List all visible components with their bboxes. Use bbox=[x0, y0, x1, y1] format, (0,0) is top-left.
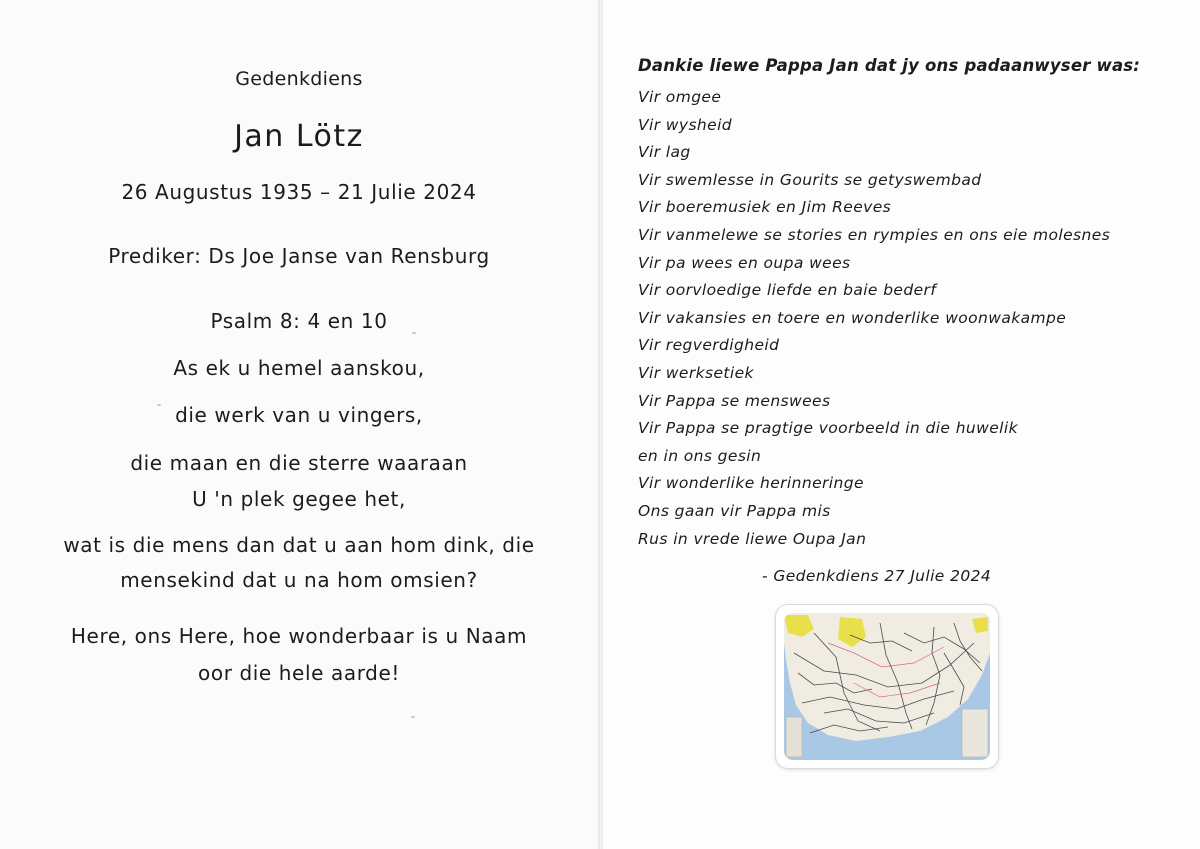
verse-line: die werk van u vingers, bbox=[175, 403, 423, 427]
psalm-reference: Psalm 8: 4 en 10 bbox=[210, 309, 388, 333]
map-inset bbox=[786, 717, 802, 757]
verse-line: As ek u hemel aanskou, bbox=[173, 356, 425, 380]
tribute-line: Vir wonderlike herinneringe bbox=[638, 474, 864, 493]
tribute-line: Vir pa wees en oupa wees bbox=[638, 253, 851, 272]
verse-line: U 'n plek gegee het, bbox=[192, 487, 406, 511]
tribute-line: Vir vanmelewe se stories en rympies en ons eie molesnes bbox=[638, 225, 1111, 244]
tribute-line: Vir omgee bbox=[638, 88, 722, 106]
paper-speck bbox=[412, 332, 416, 334]
life-dates: 26 Augustus 1935 – 21 Julie 2024 bbox=[121, 180, 477, 204]
preacher-line: Prediker: Ds Joe Janse van Rensburg bbox=[108, 244, 490, 268]
tribute-line: Vir lag bbox=[638, 143, 691, 162]
paper-speck bbox=[411, 716, 415, 718]
verse-line: oor die hele aarde! bbox=[198, 661, 400, 685]
paper-speck bbox=[157, 404, 161, 406]
verse-line: die maan en die sterre waaraan bbox=[130, 451, 468, 475]
verse-line: mensekind dat u na hom omsien? bbox=[120, 568, 478, 592]
service-date: - Gedenkdiens 27 Julie 2024 bbox=[762, 567, 992, 585]
tribute-line: Vir swemlesse in Gourits se getyswembad bbox=[638, 170, 982, 189]
tribute-line: Vir werksetiek bbox=[638, 363, 754, 382]
tribute-list bbox=[638, 87, 1110, 556]
south-africa-road-map-image bbox=[784, 613, 990, 760]
tribute-line: Vir Pappa se pragtige voorbeeld in die huwelik bbox=[638, 419, 1018, 438]
tribute-line: Vir wysheid bbox=[638, 115, 733, 134]
tribute-line: Vir vakansies en toere en wonderlike woonwakampe bbox=[638, 308, 1067, 327]
tribute-title: Dankie liewe Pappa Jan dat jy ons padaanwyser was: bbox=[638, 56, 1141, 75]
tribute-line: Vir regverdigheid bbox=[638, 336, 780, 355]
tribute-line: Vir oorvloedige liefde en baie bederf bbox=[638, 281, 937, 300]
map-photo bbox=[776, 605, 998, 768]
tribute-line: Rus in vrede liewe Oupa Jan bbox=[638, 529, 867, 548]
verse-line: wat is die mens dan dat u aan hom dink, die bbox=[63, 533, 535, 557]
memorial-heading: Gedenkdiens bbox=[235, 68, 363, 90]
map-legend bbox=[962, 709, 988, 757]
tribute-line: Vir boeremusiek en Jim Reeves bbox=[638, 198, 892, 217]
tribute-line: Ons gaan vir Pappa mis bbox=[638, 501, 831, 520]
verse-line: Here, ons Here, hoe wonderbaar is u Naam bbox=[70, 624, 528, 648]
left-page bbox=[0, 0, 598, 849]
tribute-line: en in ons gesin bbox=[638, 446, 762, 465]
deceased-name: Jan Lötz bbox=[234, 119, 364, 154]
tribute-line: Vir Pappa se menswees bbox=[638, 391, 831, 410]
